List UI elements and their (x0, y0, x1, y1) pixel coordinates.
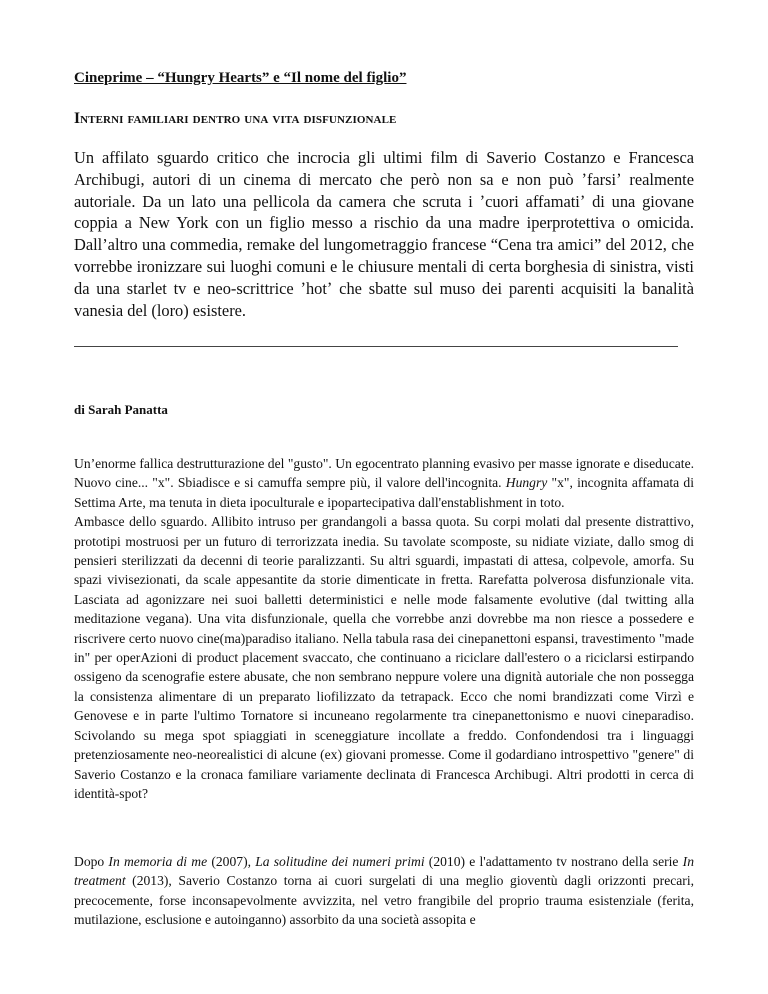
article-lead: Un affilato sguardo critico che incrocia gli ultimi film di Saverio Costanzo e Francesca Archibugi, autori di un cinema di mercato che però non sa e non può ʼfarsiʼ realmente autoriale. Da un lato una pellicola da camera che scruta i ʼcuori affamatiʼ di una giovane coppia a New York con un figlio messo a rischio da una madre iperprotettiva o omicida. Dall’altro una commedia, remake del lungometraggio francese “Cena tra amici” del 2012, che vorrebbe ironizzare sui luoghi comuni e le chiusure mentali di certa borghesia di sinistra, visti da una starlet tv e neo-scrittrice ʼhotʼ che sbatte sul muso dei parenti acquisiti la banalità vanesia del (loro) esistere. (74, 148, 694, 320)
body-paragraph-3 (74, 852, 694, 930)
body-text: "x", incognita affamata di Settima Arte, ma tenuta in dieta ipoculturale e ipopartecipativa dall'enstablishment in toto. (74, 475, 694, 510)
body-text: (2007), (207, 854, 256, 869)
film-title: In memoria di me (108, 854, 208, 869)
divider-rule (74, 346, 678, 347)
film-title: In treatment (74, 854, 694, 889)
article-subtitle: Interni familiari dentro una vita disfunzionale (74, 110, 397, 127)
body-text: Un’enorme fallica destrutturazione del "gusto". Un egocentrato planning evasivo per masse ignorate e diseducate. Nuovo cine... "x". Sbiadisce e si camuffa sempre più, il valore dell'incognita. (74, 456, 694, 491)
article-title: Cineprime – “Hungry Hearts” e “Il nome del figlio” (74, 70, 407, 86)
body-text: (2010) e l'adattamento tv nostrano della serie (424, 854, 683, 869)
article-byline: di Sarah Panatta (74, 402, 168, 417)
film-title: La solitudine dei numeri primi (255, 854, 425, 869)
body-text: (2013), Saverio Costanzo torna ai cuori surgelati di una meglio gioventù dagli orizzonti precari, precocemente, forse inconsapevolmente avvizzita, nel vetro frangibile del proprio trauma esistenziale (ferita, mutilazione, esclusione e autoinganno) assorbito da una società assopita e (74, 873, 694, 928)
body-text: Dopo (74, 854, 109, 869)
body-paragraph-1 (74, 454, 694, 803)
film-title-hungry: Hungry (505, 475, 548, 491)
body-paragraph-2: Ambasce dello sguardo. Allibito intruso per grandangoli a bassa quota. Su corpi molati dal presente distrattivo, prototipi mostruosi per un futuro di terrorizzata inedia. Su tavolate scomposte, su nidiate viziate, dallo smog di pensieri sterilizzati da decenni di teorie paralizzanti. Su altri sguardi, impastati di attesa, colpevole, amorfa. Su spazi vivisezionati, da scale appesantite da storie dimenticate in fretta. Rarefatta polverosa disfunzionale vita. Lasciata ad agonizzare nei suoi balletti deterministici e nelle mode falsamente evolutive (dal twitting alla meditazione vegana). Una vita disfunzionale, quella che vorrebbe anzi dovrebbe ma non riesce a possedere e riscrivere certo nuovo cine(ma)paradiso italiano. Nella tabula rasa dei cinepanettoni espansi, travestimento "made in" per operAzioni di product placement svaccato, che continuano a riciclare dall'estero o a riciclarsi estirpando ossigeno da scenografie estere abusate, che non sembrano neppure volere una dignità autoriale che non possegga la consistenza alimentare di un preparato liofilizzato da tetrapack. Ecco che nomi brandizzati come Virzì e Genovese e in parte l'ultimo Tornatore si incuneano regolarmente tra cinepanettonismo e nuovi cineparadiso. Scivolando su mega spot spiaggiati in sceneggiature incollate a freddo. Confondendosi tra i linguaggi pretenziosamente neo-neorealistici di alcune (ex) giovani promesse. Come il godardiano introspettivo "genere" di Saverio Costanzo e la cronaca familiare variamente declinata di Francesca Archibugi. Altri prodotti in cerca di identità-spot? (74, 514, 694, 801)
